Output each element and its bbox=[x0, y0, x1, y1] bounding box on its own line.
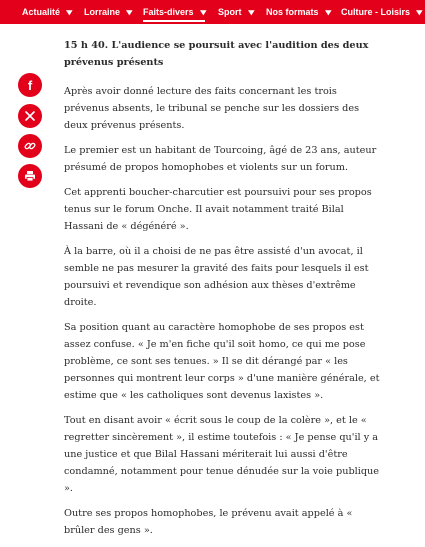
chevron-down-icon: ▾ bbox=[66, 6, 73, 17]
nav-item-label: Culture - Loisirs bbox=[341, 7, 411, 17]
share-x-button[interactable] bbox=[18, 104, 42, 128]
print-button[interactable] bbox=[18, 164, 42, 188]
chevron-down-icon: ▾ bbox=[199, 6, 206, 17]
chevron-down-icon: ▾ bbox=[126, 6, 133, 17]
nav-item-nos-formats[interactable] bbox=[266, 0, 330, 24]
chevron-down-icon: ▾ bbox=[324, 6, 331, 17]
article-paragraph: Le premier est un habitant de Tourcoing, âgé de 23 ans, auteur présumé de propos homophobes et violents sur un forum. bbox=[64, 145, 377, 173]
article-paragraph: Sa position quant au caractère homophobe de ses propos est assez confuse. « Je m'en fiche qu'il soit homo, ce qui me pose problème, ce sont ses tenues. » Il se dit dérangé par « les personnes qui montrent leur corps » d'une manière générale, et estime que « les catholiques sont devenus laxistes ». bbox=[64, 322, 380, 401]
share-link-button[interactable] bbox=[18, 134, 42, 158]
article-paragraph: Cet apprenti boucher-charcutier est poursuivi pour ses propos tenus sur le forum Onche. Il avait notamment traité Bilal Hassani de « dégénéré ». bbox=[64, 187, 372, 232]
article-paragraph: À la barre, où il a choisi de ne pas être assisté d'un avocat, il semble ne pas mesurer la gravité des faits pour lesquels il est poursuivi et revendique son adhésion aux thèses d'extrême droite. bbox=[64, 246, 369, 308]
nav-item-faits-divers[interactable] bbox=[143, 0, 205, 24]
nav-item-label: Lorraine bbox=[84, 7, 121, 17]
article-paragraph: Après avoir donné lecture des faits concernant les trois prévenus absents, le tribunal se penche sur les dossiers des deux prévenus présents. bbox=[64, 86, 360, 131]
chevron-down-icon: ▾ bbox=[416, 6, 423, 17]
facebook-icon: f bbox=[27, 77, 33, 93]
chevron-down-icon: ▾ bbox=[247, 6, 254, 17]
nav-item-label: Actualité bbox=[22, 7, 61, 17]
article-body bbox=[64, 37, 384, 547]
nav-item-sport[interactable] bbox=[218, 0, 253, 24]
live-entry-heading: 15 h 40. L'audience se poursuit avec l'audition des deux prévenus présents bbox=[64, 40, 369, 68]
nav-item-label: Sport bbox=[218, 7, 242, 17]
article-paragraph: Tout en disant avoir « écrit sous le coup de la colère », et le « regretter sincèrement », il estime toutefois : « Je pense qu'il y a une justice et que Bilal Hassani mériterait lui aussi d'être condamné, notamment pour tenue dénudée sur la voie publique ». bbox=[64, 415, 380, 494]
nav-item-lorraine[interactable] bbox=[84, 0, 132, 24]
print-icon bbox=[24, 170, 36, 182]
article-paragraph: Outre ses propos homophobes, le prévenu avait appelé à « brûler des gens ». bbox=[64, 508, 353, 536]
nav-item-culture-loisirs[interactable] bbox=[341, 0, 422, 24]
x-icon bbox=[25, 111, 35, 121]
share-facebook-button[interactable] bbox=[18, 73, 42, 97]
nav-item-label: Faits-divers bbox=[143, 7, 194, 17]
nav-item-actualite[interactable] bbox=[22, 0, 72, 24]
nav-item-label: Nos formats bbox=[266, 7, 319, 17]
main-navigation bbox=[0, 0, 425, 24]
link-icon bbox=[24, 140, 36, 152]
